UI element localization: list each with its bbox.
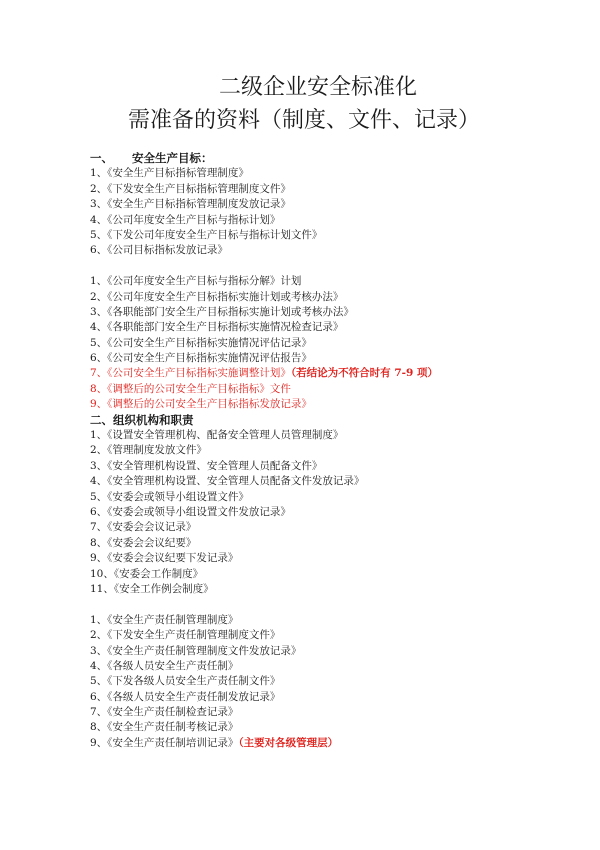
list-item: 2、《管理制度发放文件》 bbox=[90, 444, 207, 457]
spacer bbox=[90, 259, 570, 274]
list-item: 1、《安全生产责任制管理制度》 bbox=[90, 613, 239, 626]
list-item: 5、《下发各级人员安全生产责任制文件》 bbox=[90, 675, 281, 688]
list-item: 4、《安全管理机构设置、安全管理人员配备文件发放记录》 bbox=[90, 475, 365, 488]
list-item: 4、《各级人员安全生产责任制》 bbox=[90, 659, 239, 672]
list-item: 6、《安委会或领导小组设置文件发放记录》 bbox=[90, 505, 291, 518]
list-item: 4、《各职能部门安全生产目标指标实施情况检查记录》 bbox=[90, 321, 344, 334]
list-item: 11、《安全工作例会制度》 bbox=[90, 582, 214, 595]
list-item: 2、《公司年度安全生产目标指标实施计划或考核办法》 bbox=[90, 290, 344, 303]
section1-heading bbox=[90, 151, 570, 166]
list-item: 9、《安委会会议纪要下发记录》 bbox=[90, 552, 239, 565]
list-item: 10、《安委会工作制度》 bbox=[90, 567, 204, 580]
list-item: 1、《设置安全管理机构、配备安全管理人员管理制度》 bbox=[90, 429, 344, 442]
item7-note: （若结论为不符合时有 7-9 项） bbox=[290, 367, 438, 380]
list-item: 1、《公司年度安全生产目标与指标分解》计划 bbox=[90, 275, 302, 288]
list-item: 8、《安委会会议纪要》 bbox=[90, 536, 197, 549]
section2-heading: 二、组织机构和职责 bbox=[90, 412, 194, 427]
list-item-highlighted bbox=[90, 736, 570, 751]
spacer bbox=[90, 597, 570, 612]
section1-heading-text: 安全生产目标： bbox=[132, 151, 213, 165]
list-item: 2、《下发安全生产责任制管理制度文件》 bbox=[90, 629, 281, 642]
section2-item9-text: 9、《安全生产责任制培训记录》 bbox=[90, 736, 239, 749]
list-item-highlighted: 8、《调整后的公司安全生产目标指标》文件 bbox=[90, 382, 291, 395]
list-item: 3、《安全管理机构设置、安全管理人员配备文件》 bbox=[90, 459, 323, 472]
list-item-highlighted: 9、《调整后的公司安全生产目标指标发放记录》 bbox=[90, 398, 312, 411]
list-item: 7、《安全生产责任制检查记录》 bbox=[90, 706, 239, 719]
section1-number: 一、 bbox=[90, 151, 113, 165]
list-item: 4、《公司年度安全生产目标与指标计划》 bbox=[90, 213, 281, 226]
list-item: 3、《各职能部门安全生产目标指标实施计划或考核办法》 bbox=[90, 305, 354, 318]
document-body bbox=[90, 151, 570, 751]
list-item: 3、《安全生产责任制管理制度文件发放记录》 bbox=[90, 644, 302, 657]
list-item: 6、《公司目标指标发放记录》 bbox=[90, 244, 228, 257]
list-item: 6、《公司安全生产目标指标实施情况评估报告》 bbox=[90, 352, 312, 365]
list-item: 1、《安全生产目标指标管理制度》 bbox=[90, 167, 249, 180]
list-item: 5、《公司安全生产目标指标实施情况评估记录》 bbox=[90, 336, 312, 349]
list-item: 2、《下发安全生产目标指标管理制度文件》 bbox=[90, 182, 291, 195]
document-title-line2: 需准备的资料（制度、文件、记录） bbox=[127, 108, 480, 133]
list-item: 6、《各级人员安全生产责任制发放记录》 bbox=[90, 690, 281, 703]
list-item: 8、《安全生产责任制考核记录》 bbox=[90, 721, 239, 734]
list-item: 5、《下发公司年度安全生产目标与指标计划文件》 bbox=[90, 228, 323, 241]
item7-text: 7、《公司安全生产目标指标实施调整计划》 bbox=[90, 367, 291, 380]
list-item-highlighted bbox=[90, 366, 570, 381]
list-item: 7、《安委会会议记录》 bbox=[90, 521, 197, 534]
document-title-line1: 二级企业安全标准化 bbox=[218, 75, 417, 100]
section2-item9-note: （主要对各级管理层） bbox=[238, 736, 339, 749]
list-item: 3、《安全生产目标指标管理制度发放记录》 bbox=[90, 198, 291, 211]
list-item: 5、《安委会或领导小组设置文件》 bbox=[90, 490, 249, 503]
